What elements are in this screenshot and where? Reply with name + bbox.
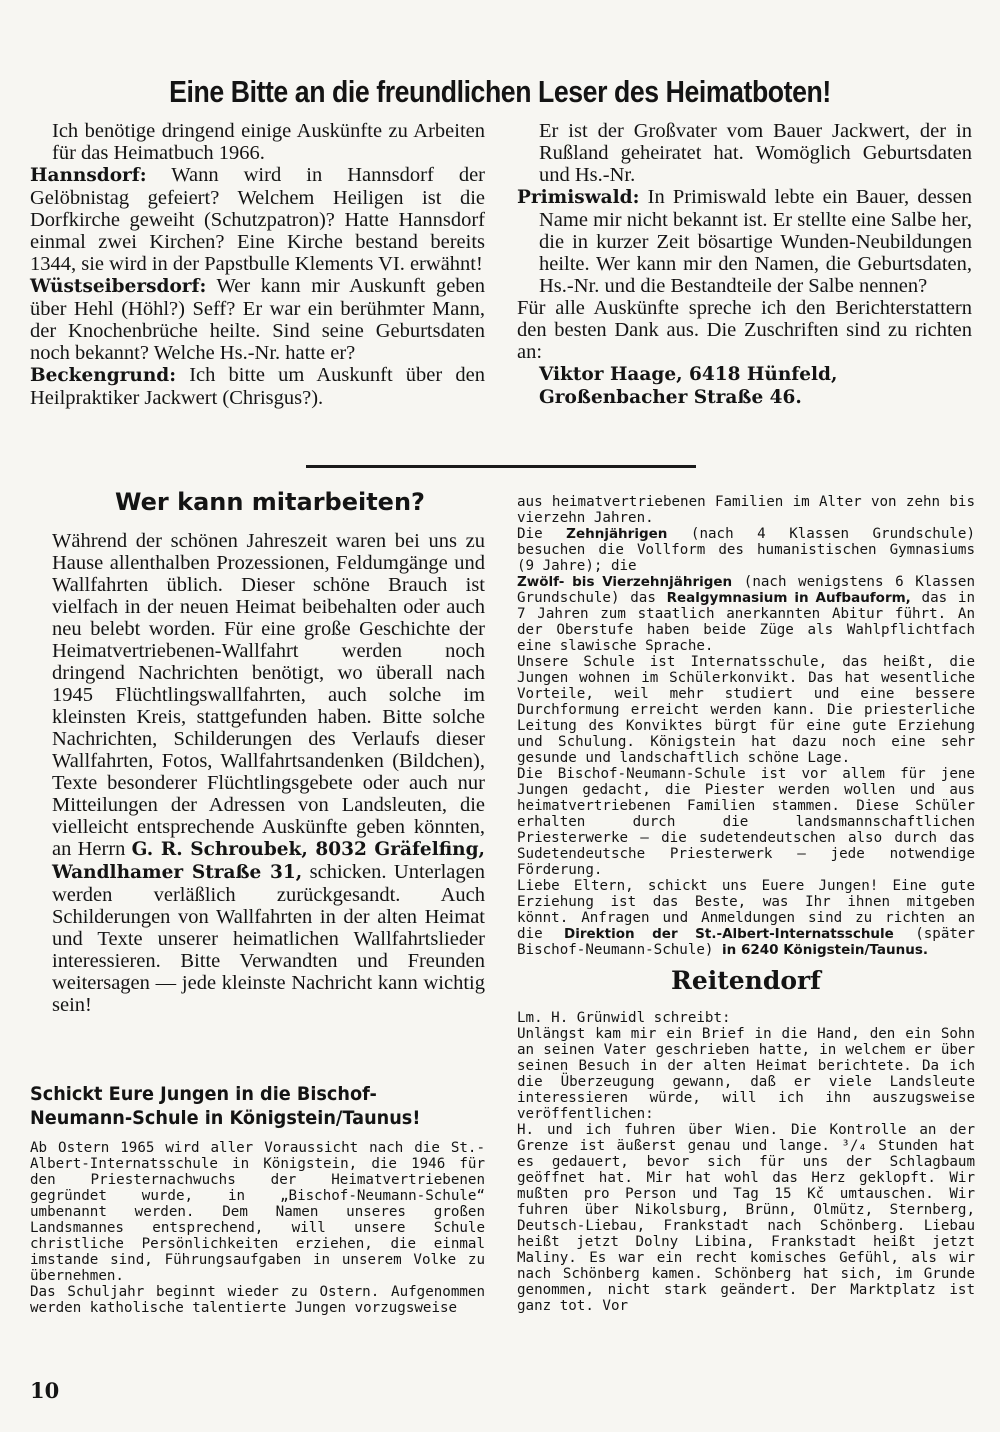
page-number: 10 [30, 1378, 60, 1403]
signature-line-1: Viktor Haage, 6418 Hünfeld, [539, 364, 838, 385]
hannsdorf-text: Wann wird in Hannsdorf der Gelöbnistag gefeiert? Welchem Heiligen ist die Dorfkirche geweiht (Schutzpatron)? Hatte Hannsdorf einmal zwei Kirchen? Eine Kirche bestand bereits 1344, sie wird in der Papstbulle Klements VI. erwähnt! [30, 164, 485, 275]
schule-paragraph-2: Das Schuljahr beginnt wieder zu Ostern. Aufgenommen werden katholische talentierte Jungen vorzugsweise [30, 1284, 485, 1316]
right-p3-post: das in 7 Jahren zum staatlich anerkannten Abitur führt. An der Oberstufe haben beide Züge als Wahlpflichtfach eine slawische Sprache. [517, 590, 975, 654]
right-paragraph-4: Unsere Schule ist Internatsschule, das heißt, die Jungen wohnen im Schülerkonvikt. Das hat wesentliche Vorteile, weil mehr studiert und eine bessere Durchformung erreicht werden kann. Die priesterliche Leitung des Konviktes bürgt für eine gute Erziehung und Schulung. Königstein hat dazu noch eine sehr gesunde und landschaftlich schöne Lage. [517, 654, 975, 766]
mitarbeit-paragraph [30, 530, 485, 1016]
reitendorf-column [517, 1010, 975, 1314]
right-p2-pre: Die [517, 526, 567, 542]
reitendorf-title: Reitendorf [671, 966, 821, 995]
hannsdorf-lead: Hannsdorf: [30, 165, 147, 186]
mitarbeit-text-pre: Während der schönen Jahreszeit waren bei uns zu Hause allenthalben Prozessionen, Feldumgänge und Wallfahrten üblich. Dieser schöne Brauch ist vielfach in der neuen Heimat beibehalten oder auch neu belebt worden. Für eine große Geschichte der Heimatvertriebenen-Wallfahrt werden noch dringend Nachrichten benötigt, wo überall nach 1945 Flüchtlingswallfahrten, auch solche im kleinsten Kreis, stattgefunden haben. Bitte solche Nachrichten, Schilderungen des Verlaufs dieser Wallfahrten, Fotos, Wallfahrtsandenken (Bildchen), Texte besonderer Flüchtlingsgebete oder auch nur Mitteilungen der Adressen von Landsleuten, die vielleicht entsprechende Auskünfte geben könnten, an Herrn [52, 530, 485, 860]
right-paragraph-6 [517, 878, 975, 958]
right-p3-bold-1: Zwölf- bis Vierzehnjährigen [517, 574, 733, 590]
right-p6-pre: Liebe Eltern, schickt uns Euere Jungen! Eine gute Erziehung ist das Beste, was Ihr ihnen mitgeben könnt. Anfragen und Anmeldungen sind zu richten an die [517, 878, 975, 942]
right-p3-mid: (nach wenigstens 6 Klassen Grundschule) das [517, 574, 975, 606]
right-p6-mid: (später Bischof-Neumann-Schule) [517, 926, 975, 958]
hannsdorf-paragraph [30, 164, 485, 275]
wuestseibersdorf-lead: Wüstseibersdorf: [30, 276, 207, 297]
intro-paragraph: Ich benötige dringend einige Auskünfte zu Arbeiten für das Heimatbuch 1966. [52, 120, 485, 164]
continuation-paragraph: Er ist der Großvater vom Bauer Jackwert, der in Rußland geheiratet hat. Womöglich Geburtsdaten und Hs.-Nr. [539, 120, 972, 186]
right-p6-bold-2: in 6240 Königstein/Taunus. [722, 942, 929, 958]
beckengrund-text: Ich bitte um Auskunft über den Heilpraktiker Jackwert (Chrisgus?). [30, 364, 485, 409]
page-headline: Eine Bitte an die freundlichen Leser des Heimatboten! [169, 74, 831, 109]
right-p3-bold-2: Realgymnasium in Aufbauform, [666, 590, 911, 606]
primiswald-paragraph [517, 186, 972, 297]
mitarbeit-text-post: schicken. Unterlagen werden verläßlich zurückgesandt. Auch Schilderungen von Wallfahrten in der alten Heimat und Texte unserer heimatlichen Wallfahrtslieder interessieren. Bitte Verwandten und Freunden weitersagen — jede kleinste Nachricht kann wichtig sein! [52, 861, 485, 1016]
reitendorf-byline: Lm. H. Grünwidl schreibt: [517, 1010, 731, 1026]
right-p2-post: (nach 4 Klassen Grundschule) besuchen die Vollform des humanistischen Gymnasiums (9 Jahre); die [517, 526, 975, 574]
signature-block [517, 363, 972, 409]
reitendorf-paragraph-1: Unlängst kam mir ein Brief in die Hand, den ein Sohn an seinen Vater geschrieben hatte, in welchem er über seinen Besuch in der alten Heimat berichtete. Da ich die Überzeugung gewann, daß er viele Landsleute interessieren würde, will ich ihn auszugsweise veröffentlichen: [517, 1026, 975, 1122]
mitarbeit-contact: G. R. Schroubek, 8032 Gräfelfing, Wandlhamer Straße 31, [52, 839, 485, 883]
primiswald-text: In Primiswald lebte ein Bauer, dessen Name mir nicht bekannt ist. Er stellte eine Salbe her, die in kurzer Zeit bösartige Wunden-Neubildungen heilte. Wer kann mir den Namen, die Geburtsdaten, Hs.-Nr. und die Bestandteile der Salbe nennen? [539, 186, 972, 297]
right-p6-bold-1: Direktion der St.-Albert-Internatsschule [564, 926, 894, 942]
top-right-column [517, 120, 972, 409]
primiswald-lead: Primiswald: [517, 187, 640, 208]
right-paragraph-5: Die Bischof-Neumann-Schule ist vor allem für jene Jungen gedacht, die Piester werden wollen und aus heimatvertriebenen Familien stammen. Diese Schüler erhalten durch die landsmannschaftlichen Priesterwerke — die sudetendeutschen also durch das Sudetendeutsche Priesterwerk — jede notwendige Förderung. [517, 766, 975, 878]
right-paragraph-1: aus heimatvertriebenen Familien im Alter von zehn bis vierzehn Jahren. [517, 494, 975, 526]
schule-paragraph-1: Ab Ostern 1965 wird aller Voraussicht nach die St.-Albert-Internatsschule in Königstein, die 1946 für den Priesternachwuchs der Heimatvertriebenen gegründet wurde, in „Bischof-Neumann-Schule“ umbenannt werden. Dem Namen unseres großen Landsmannes entsprechend, will unsere Schule christliche Persönlichkeiten erziehen, die einmal imstande sind, Führungsaufgaben in unserem Volke zu übernehmen. [30, 1140, 485, 1284]
section-divider [306, 465, 696, 468]
beckengrund-paragraph [30, 364, 485, 409]
signature-line-2: Großenbacher Straße 46. [539, 387, 802, 408]
wuestseibersdorf-text: Wer kann mir Auskunft geben über Hehl (Höhl?) Seff? Er war ein berühmter Mann, der Knochenbrüche heilte. Sind seine Geburtsdaten noch bekannt? Welche Hs.-Nr. hatte er? [30, 275, 485, 364]
beckengrund-lead: Beckengrund: [30, 365, 177, 386]
right-paragraph-3 [517, 574, 975, 654]
reitendorf-paragraph-2: H. und ich fuhren über Wien. Die Kontrolle an der Grenze ist äußerst genau und lange. ³/₄ Stunden hat es gedauert, bevor sich für uns der Schlagbaum geöffnet hat. Mir hat wohl das Herz geklopft. Wir mußten pro Person und Tag 15 Kč umtauschen. Wir fuhren über Nikolsburg, Brünn, Olmütz, Sternberg, Deutsch-Liebau, Frankstadt nach Schönberg. Liebau heißt jetzt Dolny Libina, Frankstadt heißt jetzt Maliny. Es war ein recht komisches Gefühl, als wir nach Schönberg kamen. Schönberg hat sich, im Grunde genommen, nicht stark geändert. Der Marktplatz ist ganz tot. Vor [517, 1122, 975, 1314]
wuestseibersdorf-paragraph [30, 275, 485, 364]
thanks-paragraph: Für alle Auskünfte spreche ich den Berichterstattern den besten Dank aus. Die Zuschriften sind zu richten an: [517, 297, 972, 363]
mitarbeit-title: Wer kann mitarbeiten? [115, 488, 425, 516]
right-paragraph-2 [517, 526, 975, 574]
schule-title: Schickt Eure Jungen in die Bischof-Neumann-Schule in Königstein/Taunus! [30, 1083, 421, 1129]
mitarbeit-column [30, 530, 485, 1016]
top-left-column [30, 120, 485, 409]
right-lower-column [517, 494, 975, 958]
schule-column [30, 1140, 485, 1316]
right-p2-bold: Zehnjährigen [566, 526, 668, 542]
